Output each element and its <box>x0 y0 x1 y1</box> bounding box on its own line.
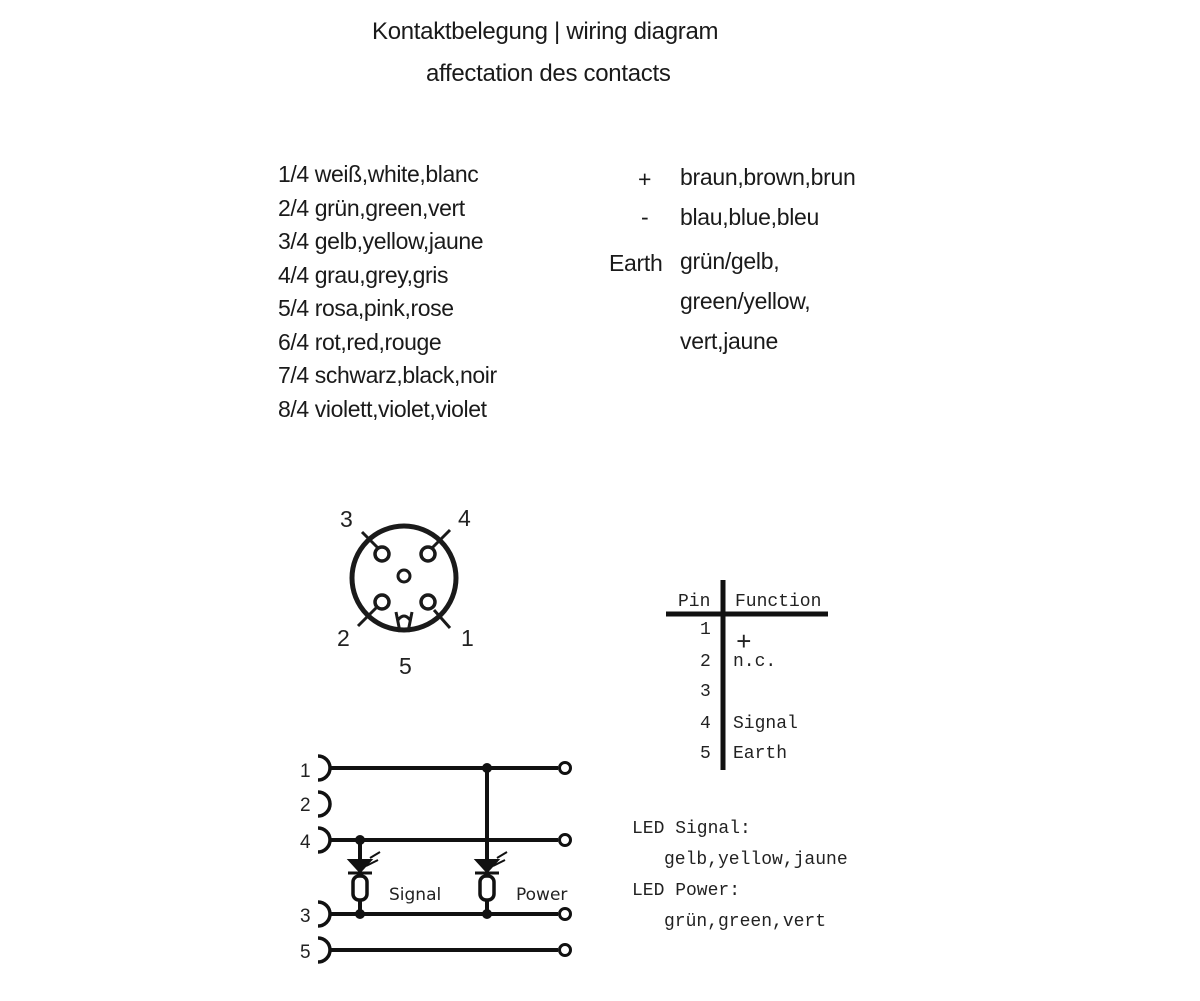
junction-dot <box>355 909 365 919</box>
earth-label: Earth <box>609 250 663 276</box>
table-function-5: Earth <box>733 744 788 764</box>
connector-pin-1 <box>421 595 435 609</box>
terminal-label-3: 3 <box>300 906 311 927</box>
schematic <box>318 756 571 962</box>
terminal-bracket-1 <box>318 756 330 780</box>
pin-table <box>666 580 828 770</box>
connector-pin-4 <box>421 547 435 561</box>
led-signal-symbol <box>348 852 380 914</box>
junction-dot <box>482 763 492 773</box>
table-function-1: + <box>736 628 752 658</box>
color-code-row: 2/4 grün,green,vert <box>278 194 465 221</box>
terminal-end-1 <box>560 763 571 774</box>
color-code-row: 3/4 gelb,yellow,jaune <box>278 228 484 254</box>
color-code-row: 8/4 violett,violet,violet <box>278 395 487 422</box>
connector-pin-center <box>398 570 410 582</box>
terminal-bracket-3 <box>318 902 330 926</box>
minus-symbol: - <box>641 204 649 230</box>
title-line-2: affectation des contacts <box>426 60 671 87</box>
junction-dot <box>355 835 365 845</box>
table-pin-1: 1 <box>700 620 711 640</box>
table-pin-3: 3 <box>700 682 711 702</box>
terminal-end-3 <box>560 909 571 920</box>
table-pin-4: 4 <box>700 714 711 734</box>
color-code-row: 4/4 grau,grey,gris <box>278 261 449 288</box>
terminal-end-5 <box>560 945 571 956</box>
led-signal-label: Signal <box>389 885 442 905</box>
table-function-2: n.c. <box>733 652 777 672</box>
minus-wire-colors: blau,blue,bleu <box>680 204 820 230</box>
terminal-label-2: 2 <box>300 795 311 816</box>
connector-label-1: 1 <box>461 625 474 651</box>
connector-label-3: 3 <box>340 506 353 532</box>
table-header-pin: Pin <box>678 592 711 612</box>
plus-symbol: + <box>638 166 652 192</box>
table-function-4: Signal <box>733 714 798 734</box>
earth-wire-colors-line-1: grün/gelb, <box>680 248 780 274</box>
terminal-bracket-4 <box>318 828 330 852</box>
color-code-row: 6/4 rot,red,rouge <box>278 328 442 355</box>
color-code-row: 5/4 rosa,pink,rose <box>278 295 454 321</box>
title-line-1: Kontaktbelegung | wiring diagram <box>372 18 719 45</box>
color-code-row: 7/4 schwarz,black,noir <box>278 362 497 388</box>
terminal-label-4: 4 <box>300 832 311 853</box>
terminal-label-5: 5 <box>300 942 311 963</box>
terminal-bracket-5 <box>318 938 330 962</box>
led-power-symbol <box>475 852 507 914</box>
led-signal-color: gelb,yellow,jaune <box>664 850 848 870</box>
led-power-title: LED Power: <box>632 881 741 901</box>
terminal-bracket-2 <box>318 792 330 816</box>
connector-face <box>352 526 456 632</box>
led-power-color: grün,green,vert <box>664 912 827 932</box>
terminal-label-1: 1 <box>300 761 311 782</box>
connector-pin-3 <box>375 547 389 561</box>
color-code-row: 1/4 weiß,white,blanc <box>278 161 479 187</box>
led-signal-title: LED Signal: <box>632 819 751 839</box>
earth-wire-colors-line-3: vert,jaune <box>680 328 779 354</box>
terminal-end-4 <box>560 835 571 846</box>
plus-wire-colors: braun,brown,brun <box>680 164 856 190</box>
connector-label-5: 5 <box>399 653 412 679</box>
earth-wire-colors-line-2: green/yellow, <box>680 288 811 314</box>
junction-dot <box>482 909 492 919</box>
connector-label-4: 4 <box>458 505 471 531</box>
connector-label-2: 2 <box>337 625 350 651</box>
table-pin-5: 5 <box>700 744 711 764</box>
table-header-function: Function <box>735 592 822 612</box>
led-power-label: Power <box>516 885 568 905</box>
table-pin-2: 2 <box>700 652 711 672</box>
connector-pin-2 <box>375 595 389 609</box>
